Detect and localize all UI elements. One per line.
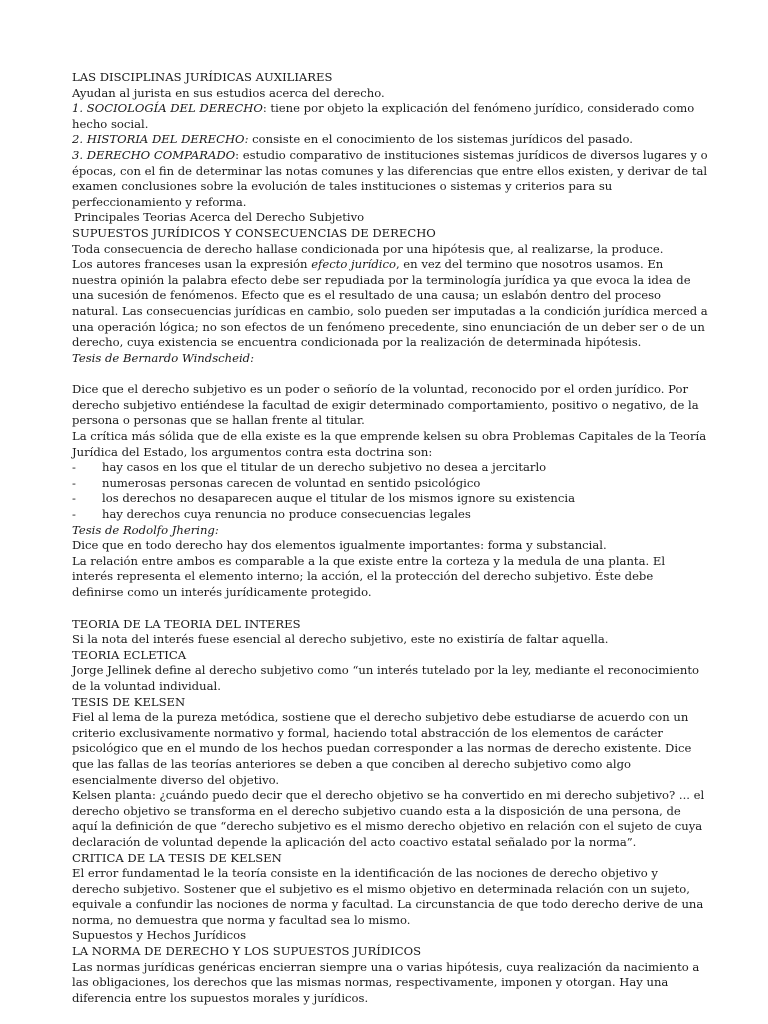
aux-item-sociologia bbox=[72, 101, 708, 132]
heading-critica-kelsen: CRITICA DE LA TESIS DE KELSEN bbox=[72, 850, 282, 865]
list-dash: - bbox=[72, 475, 76, 490]
heading-tesis-jhering: Tesis de Rodolfo Jhering: bbox=[72, 522, 219, 537]
aux-item-comparado bbox=[72, 148, 708, 210]
heading-teoria-interes: TEORIA DE LA TEORIA DEL INTERES bbox=[72, 616, 301, 631]
paragraph-critica-1: El error fundamentad le la teoría consiste en la identificación de las nociones de derecho objetivo y derecho subjetivo. Sostener que el subjetivo es el mismo objetivo en determinada relación con un sujeto, equivale a confundir las nociones de norma y facultad. La circunstancia de que todo derecho derive de una norma, no demuestra que norma y facultad sea lo mismo. bbox=[72, 866, 704, 927]
paragraph-supuestos-2 bbox=[72, 257, 708, 351]
spacer bbox=[72, 366, 708, 382]
paragraph-windscheid-1: Dice que el derecho subjetivo es un poder o señorío de la voluntad, reconocido por el orden jurídico. Por derecho subjetivo entiéndese la facultad de exigir determinado comportamiento, positivo o negativo, de la persona o personas que se hallan frente al titular. bbox=[72, 382, 699, 428]
heading-teoria-ecletica: TEORIA ECLETICA bbox=[72, 647, 187, 662]
spacer bbox=[72, 601, 708, 617]
paragraph-jhering-1: Dice que en todo derecho hay dos elementos igualmente importantes: forma y substancial. bbox=[72, 538, 607, 553]
paragraph-supuestos-1: Toda consecuencia de derecho hallase condicionada por una hipótesis que, al realizarse, la produce. bbox=[72, 241, 664, 256]
list-dash: - bbox=[72, 460, 76, 475]
aux-item-text: : estudio comparativo de instituciones sistemas jurídicos de diversos lugares y o épocas, con el fin de determinar las notas comunes y las diferencias que entre ellos existen, y derivar de tal examen conclusiones sobre la evolución de tales instituciones o sistemas y criterios para su perfeccionamiento y reforma. bbox=[72, 147, 708, 209]
heading-principales-teorias: Principales Teorias Acerca del Derecho Subjetivo bbox=[74, 210, 365, 225]
list-item bbox=[72, 460, 708, 476]
text-run-italic: efecto jurídico bbox=[311, 257, 396, 272]
paragraph-interes-1: Si la nota del interés fuese esencial al derecho subjetivo, este no existiría de faltar aquella. bbox=[72, 632, 609, 647]
aux-item-text: : tiene por objeto la explicación del fenómeno jurídico, considerado como hecho social. bbox=[72, 101, 695, 131]
heading-supuestos-hechos: Supuestos y Hechos Jurídicos bbox=[72, 928, 247, 943]
heading-supuestos-consecuencias: SUPUESTOS JURÍDICOS Y CONSECUENCIAS DE DERECHO bbox=[72, 225, 436, 240]
list-item-text: hay derechos cuya renuncia no produce consecuencias legales bbox=[102, 507, 471, 522]
text-run: , en vez del termino que nosotros usamos. En nuestra opinión la palabra efecto debe ser repudiada por la terminología jurídica ya que evoca la idea de una sucesión de fenómenos. Efecto que es el resultado de una causa; un eslabón dentro del proceso natural. Las consecuencias jurídicas en cambio, solo pueden ser imputadas a la condición jurídica merced a una operación lógica; no son efectos de un fenómeno precedente, sino enunciación de un deber ser o de un derecho, cuya existencia se encuentra condicionada por la realización de determinada hipótesis. bbox=[72, 257, 708, 350]
list-item bbox=[72, 476, 708, 492]
list-item-text: los derechos no desaparecen auque el titular de los mismos ignore su existencia bbox=[102, 491, 575, 506]
aux-item-label: 3. DERECHO COMPARADO bbox=[72, 147, 236, 162]
list-item bbox=[72, 491, 708, 507]
aux-item-label: 2. HISTORIA DEL DERECHO: bbox=[72, 132, 249, 147]
list-dash: - bbox=[72, 507, 76, 522]
heading-tesis-kelsen: TESIS DE KELSEN bbox=[72, 694, 186, 709]
aux-item-historia bbox=[72, 132, 708, 148]
paragraph-norma-1: Las normas jurídicas genéricas encierran siempre una o varias hipótesis, cuya realización da nacimiento a las obligaciones, los derechos que las mismas normas, respectivamente, imponen y otorgan. Hay una diferencia entre los supuestos morales y jurídicos. bbox=[72, 959, 700, 1005]
paragraph-kelsen-2: Kelsen planta: ¿cuándo puedo decir que el derecho objetivo se ha convertido en mi derecho subjetivo? ... el derecho objetivo se transforma en el derecho subjetivo cuando esta a la disposición de una persona, de aquí la definición de que “derecho subjetivo es el mismo derecho objetivo en relación con el sujeto de cuya declaración de voluntad depende la aplicación del acto coactivo estatal señalado por la norma”. bbox=[72, 788, 705, 849]
heading-disciplinas-auxiliares: LAS DISCIPLINAS JURÍDICAS AUXILIARES bbox=[72, 70, 333, 84]
paragraph-windscheid-2: La crítica más sólida que de ella existe es la que emprende kelsen su obra Problemas Capitales de la Teoría Jurídica del Estado, los argumentos contra esta doctrina son: bbox=[72, 429, 707, 459]
paragraph-jhering-2: La relación entre ambos es comparable a la que existe entre la corteza y la medula de una planta. El interés representa el elemento interno; la acción, el la protección del derecho subjetivo. Éste debe definirse como un interés jurídicamente protegido. bbox=[72, 553, 666, 599]
text-run: Los autores franceses usan la expresión bbox=[72, 257, 312, 272]
paragraph-kelsen-1: Fiel al lema de la pureza metódica, sostiene que el derecho subjetivo debe estudiarse de acuerdo con un criterio exclusivamente normativo y formal, haciendo total abstracción de los elementos de carácter psicológico que en el mundo de los hechos puedan corresponder a las normas de derecho existente. Dice que las fallas de las teorías anteriores se deben a que conciben al derecho subjetivo como algo esencialmente diverso del objetivo. bbox=[72, 710, 692, 787]
heading-tesis-windscheid: Tesis de Bernardo Windscheid: bbox=[72, 350, 255, 365]
list-dash: - bbox=[72, 491, 76, 506]
list-item bbox=[72, 507, 708, 523]
aux-item-label: 1. SOCIOLOGÍA DEL DERECHO bbox=[72, 101, 263, 116]
heading-norma-derecho: LA NORMA DE DERECHO Y LOS SUPUESTOS JURÍDICOS bbox=[72, 944, 422, 959]
list-item-text: numerosas personas carecen de voluntad en sentido psicológico bbox=[102, 475, 481, 490]
list-item-text: hay casos en los que el titular de un derecho subjetivo no desea a jercitarlo bbox=[102, 460, 547, 475]
aux-item-text: consiste en el conocimiento de los sistemas jurídicos del pasado. bbox=[248, 132, 633, 147]
paragraph-aux-intro: Ayudan al jurista en sus estudios acerca del derecho. bbox=[72, 85, 385, 100]
paragraph-ecletica-1: Jorge Jellinek define al derecho subjetivo como “un interés tutelado por la ley, mediante el reconocimiento de la voluntad individual. bbox=[72, 663, 699, 693]
